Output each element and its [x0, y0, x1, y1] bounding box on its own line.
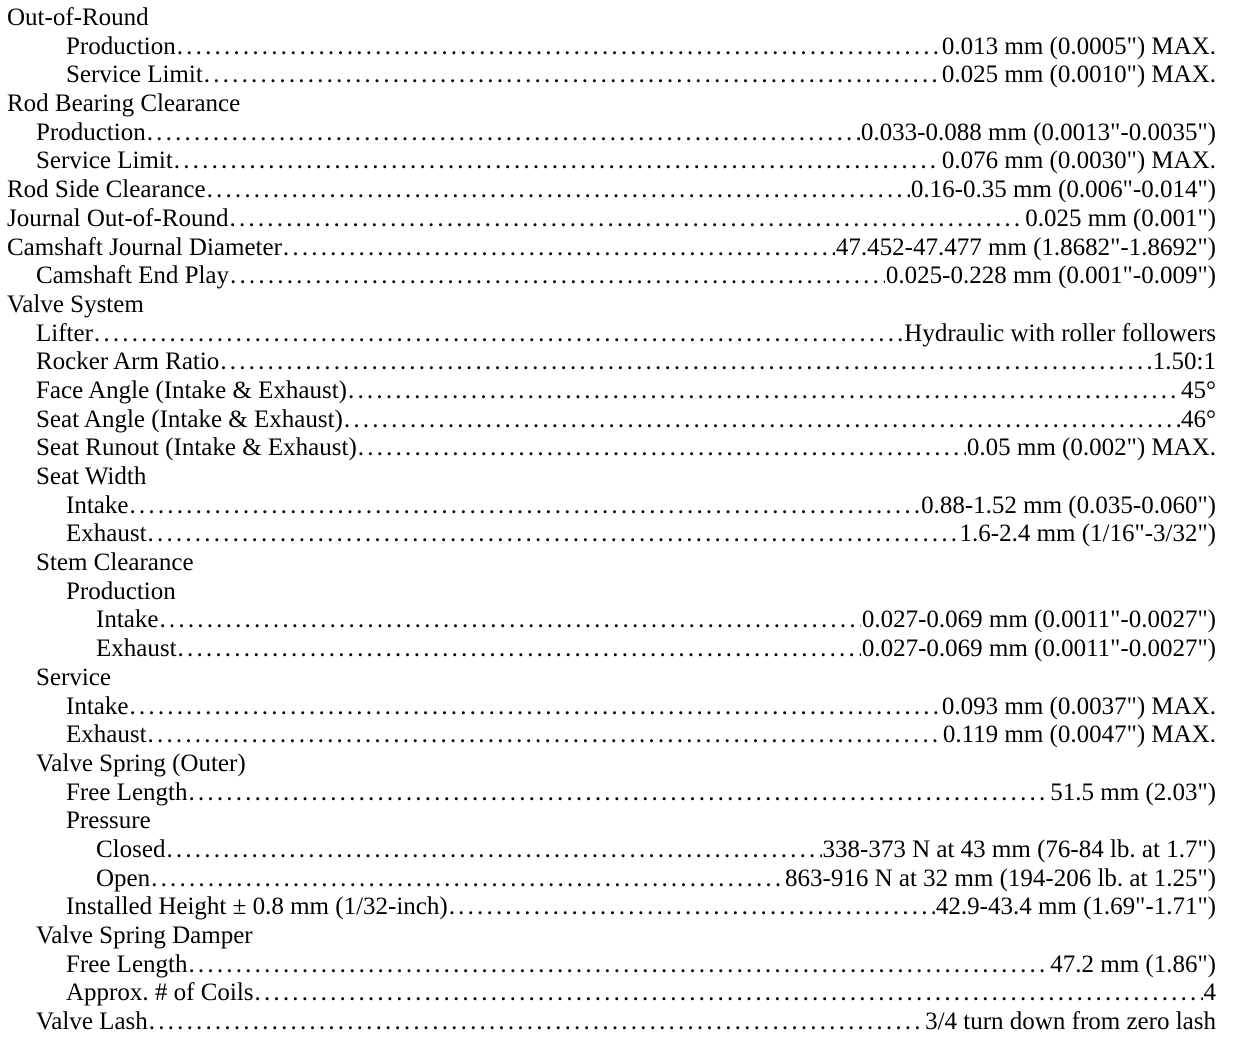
spec-label: Production — [66, 32, 176, 60]
spec-label: Lifter — [36, 319, 93, 347]
section-heading — [0, 922, 1248, 951]
spec-row — [0, 779, 1248, 808]
heading-label: Valve Spring (Outer) — [36, 749, 246, 777]
dot-leader — [230, 205, 1025, 234]
dot-leader — [449, 893, 935, 922]
spec-value: 0.025 mm (0.0010") MAX. — [941, 61, 1216, 89]
spec-label: Exhaust — [66, 520, 147, 548]
spec-row — [0, 61, 1248, 90]
spec-row — [0, 377, 1248, 406]
spec-value: 46° — [1181, 405, 1216, 433]
section-heading — [0, 750, 1248, 779]
spec-label: Open — [96, 864, 151, 892]
spec-row — [0, 262, 1248, 291]
spec-label: Valve Lash — [36, 1008, 148, 1036]
spec-value: 338-373 N at 43 mm (76-84 lb. at 1.7") — [822, 835, 1216, 863]
spec-label: Intake — [66, 491, 129, 519]
spec-label: Service Limit — [36, 147, 173, 175]
dot-leader — [255, 979, 1203, 1008]
spec-value: 0.013 mm (0.0005") MAX. — [941, 32, 1216, 60]
spec-value: 4 — [1203, 979, 1216, 1007]
dot-leader — [207, 176, 910, 205]
spec-row — [0, 434, 1248, 463]
spec-row — [0, 979, 1248, 1008]
heading-label: Seat Width — [36, 463, 147, 490]
spec-row — [0, 33, 1248, 62]
dot-leader — [178, 635, 861, 664]
spec-label: Exhaust — [96, 635, 177, 663]
spec-label: Intake — [96, 606, 159, 634]
spec-value: Hydraulic with roller followers — [904, 319, 1216, 347]
dot-leader — [147, 119, 860, 148]
dot-leader — [230, 262, 885, 291]
spec-label: Rocker Arm Ratio — [36, 348, 220, 376]
dot-leader — [348, 377, 1180, 406]
spec-label: Intake — [66, 692, 129, 720]
heading-label: Pressure — [66, 807, 151, 835]
spec-value: 47.2 mm (1.86") — [1050, 950, 1216, 978]
spec-label: Camshaft Journal Diameter — [7, 233, 282, 261]
heading-label: Valve System — [7, 290, 144, 318]
dot-leader — [188, 951, 1049, 980]
spec-value: 1.50:1 — [1152, 348, 1216, 376]
spec-label: Closed — [96, 835, 166, 863]
spec-label: Production — [36, 118, 146, 146]
spec-row — [0, 951, 1248, 980]
dot-leader — [220, 348, 1151, 377]
spec-row — [0, 320, 1248, 349]
spec-row — [0, 721, 1248, 750]
spec-row — [0, 606, 1248, 635]
heading-label: Production — [66, 577, 176, 605]
dot-leader — [177, 33, 941, 62]
spec-label: Free Length — [66, 950, 188, 978]
dot-leader — [94, 320, 903, 349]
spec-row — [0, 234, 1248, 263]
spec-row — [0, 348, 1248, 377]
spec-label: Seat Angle (Intake & Exhaust) — [36, 405, 343, 433]
section-heading — [0, 578, 1248, 607]
spec-label: Rod Side Clearance — [7, 176, 206, 204]
spec-row — [0, 406, 1248, 435]
spec-value: 0.025 mm (0.001") — [1025, 204, 1216, 232]
heading-label: Rod Bearing Clearance — [7, 90, 241, 118]
spec-row — [0, 147, 1248, 176]
spec-row — [0, 693, 1248, 722]
heading-label: Out-of-Round — [7, 4, 149, 31]
spec-row — [0, 1008, 1248, 1037]
section-heading — [0, 807, 1248, 836]
spec-label: Seat Runout (Intake & Exhaust) — [36, 434, 357, 462]
section-heading — [0, 549, 1248, 578]
dot-leader — [149, 1008, 924, 1037]
heading-label: Valve Spring Damper — [36, 922, 253, 949]
spec-label: Service Limit — [66, 61, 203, 89]
spec-value: 51.5 mm (2.03") — [1050, 778, 1216, 806]
spec-value: 0.093 mm (0.0037") MAX. — [941, 692, 1216, 720]
spec-row — [0, 836, 1248, 865]
dot-leader — [148, 520, 959, 549]
section-heading — [0, 664, 1248, 693]
section-heading — [0, 90, 1248, 119]
spec-row — [0, 865, 1248, 894]
spec-value: 0.16-0.35 mm (0.006"-0.014") — [910, 176, 1216, 204]
dot-leader — [129, 693, 940, 722]
dot-leader — [129, 492, 920, 521]
spec-row — [0, 492, 1248, 521]
spec-label: Approx. # of Coils — [66, 979, 254, 1007]
dot-leader — [188, 779, 1049, 808]
spec-value: 42.9-43.4 mm (1.69"-1.71") — [935, 893, 1216, 921]
heading-label: Service — [36, 663, 111, 691]
spec-value: 1.6-2.4 mm (1/16"-3/32") — [959, 520, 1216, 548]
spec-value: 0.88-1.52 mm (0.035-0.060") — [921, 491, 1216, 519]
dot-leader — [159, 606, 860, 635]
spec-value: 0.025-0.228 mm (0.001"-0.009") — [885, 262, 1216, 290]
spec-label: Installed Height ± 0.8 mm (1/32-inch) — [66, 893, 448, 921]
spec-value: 0.027-0.069 mm (0.0011"-0.0027") — [861, 635, 1216, 663]
spec-value: 0.119 mm (0.0047") MAX. — [942, 721, 1216, 749]
spec-label: Journal Out-of-Round — [7, 204, 229, 232]
spec-value: 3/4 turn down from zero lash — [925, 1008, 1216, 1036]
spec-row — [0, 893, 1248, 922]
spec-value: 45° — [1181, 376, 1216, 404]
spec-value: 863-916 N at 32 mm (194-206 lb. at 1.25") — [785, 864, 1216, 892]
dot-leader — [151, 865, 784, 894]
spec-row — [0, 520, 1248, 549]
dot-leader — [174, 147, 941, 176]
spec-label: Exhaust — [66, 721, 147, 749]
spec-row — [0, 119, 1248, 148]
specification-list — [0, 4, 1248, 1037]
spec-label: Camshaft End Play — [36, 262, 230, 290]
dot-leader — [204, 61, 941, 90]
spec-label: Face Angle (Intake & Exhaust) — [36, 376, 348, 404]
dot-leader — [148, 721, 942, 750]
dot-leader — [344, 406, 1180, 435]
spec-value: 0.076 mm (0.0030") MAX. — [941, 147, 1216, 175]
spec-row — [0, 635, 1248, 664]
heading-label: Stem Clearance — [36, 549, 194, 577]
section-heading — [0, 463, 1248, 492]
spec-label: Free Length — [66, 778, 188, 806]
spec-row — [0, 176, 1248, 205]
spec-value: 0.05 mm (0.002") MAX. — [966, 434, 1216, 462]
dot-leader — [358, 434, 966, 463]
section-heading — [0, 291, 1248, 320]
spec-value: 0.033-0.088 mm (0.0013"-0.0035") — [860, 118, 1216, 146]
section-heading — [0, 4, 1248, 33]
dot-leader — [283, 234, 835, 263]
spec-value: 0.027-0.069 mm (0.0011"-0.0027") — [861, 606, 1216, 634]
spec-value: 47.452-47.477 mm (1.8682"-1.8692") — [835, 233, 1216, 261]
dot-leader — [166, 836, 821, 865]
spec-row — [0, 205, 1248, 234]
